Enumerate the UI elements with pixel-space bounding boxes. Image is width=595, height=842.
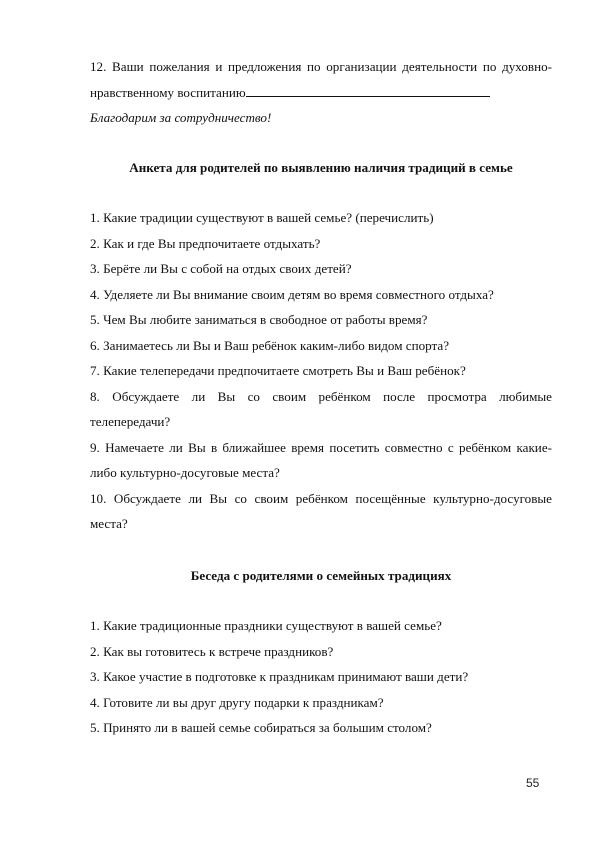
survey-item-3: 3. Берёте ли Вы с собой на отдых своих детей? — [90, 261, 352, 276]
section-spacer — [90, 180, 552, 205]
conversation-item-3: 3. Какое участие в подготовке к праздникам принимают ваши дети? — [90, 669, 469, 684]
conversation-title: Беседа с родителями о семейных традициях — [190, 567, 452, 583]
section-spacer — [90, 588, 552, 613]
item-12-line-1: 12. Ваши пожелания и предложения по организации деятельности по духовно- — [90, 59, 552, 74]
conversation-item-4: 4. Готовите ли вы друг другу подарки к праздникам? — [90, 694, 384, 710]
survey-item-4: 4. Уделяете ли Вы внимание своим детям во время совместного отдыха? — [90, 286, 494, 302]
survey-title: Анкета для родителей по выявлению наличия традиций в семье — [129, 159, 513, 175]
survey-list — [90, 205, 552, 537]
survey-item-5: 5. Чем Вы любите заниматься в свободное от работы время? — [90, 312, 428, 327]
page-number: 55 — [526, 776, 540, 790]
section-spacer — [90, 131, 552, 155]
item-12-line-2-text: нравственному воспитанию — [90, 84, 246, 100]
survey-item-8-line-2: телепередачи? — [90, 414, 171, 429]
survey-item-1: 1. Какие традиции существуют в вашей семье? (перечислить) — [90, 210, 434, 225]
survey-item-8-line-1: 8. Обсуждаете ли Вы со своим ребёнком после просмотра любимые — [90, 388, 552, 404]
page-content — [90, 54, 552, 741]
survey-item-2: 2. Как и где Вы предпочитаете отдыхать? — [90, 235, 321, 251]
survey-item-9-line-1: 9. Намечаете ли Вы в ближайшее время посетить совместно с ребёнком какие- — [90, 439, 552, 455]
survey-item-7: 7. Какие телепередачи предпочитаете смотреть Вы и Ваш ребёнок? — [90, 363, 466, 378]
conversation-item-1: 1. Какие традиционные праздники существуют в вашей семье? — [90, 618, 442, 633]
conversation-list — [90, 613, 552, 741]
conversation-item-5: 5. Принято ли в вашей семье собираться за большим столом? — [90, 720, 432, 735]
survey-item-6: 6. Занимаетесь ли Вы и Ваш ребёнок каким-либо видом спорта? — [90, 337, 450, 353]
answer-blank-line — [246, 82, 490, 97]
conversation-item-2: 2. Как вы готовитесь к встрече праздников? — [90, 643, 334, 659]
survey-item-10-line-1: 10. Обсуждаете ли Вы со своим ребёнком посещённые культурно-досуговые — [90, 490, 552, 506]
section-spacer — [90, 537, 552, 563]
survey-item-9-line-2: либо культурно-досуговые места? — [90, 465, 280, 480]
thanks-text: Благодарим за сотрудничество! — [90, 110, 272, 125]
item-12-line-2 — [90, 80, 552, 106]
survey-item-10-line-2: места? — [90, 516, 128, 531]
